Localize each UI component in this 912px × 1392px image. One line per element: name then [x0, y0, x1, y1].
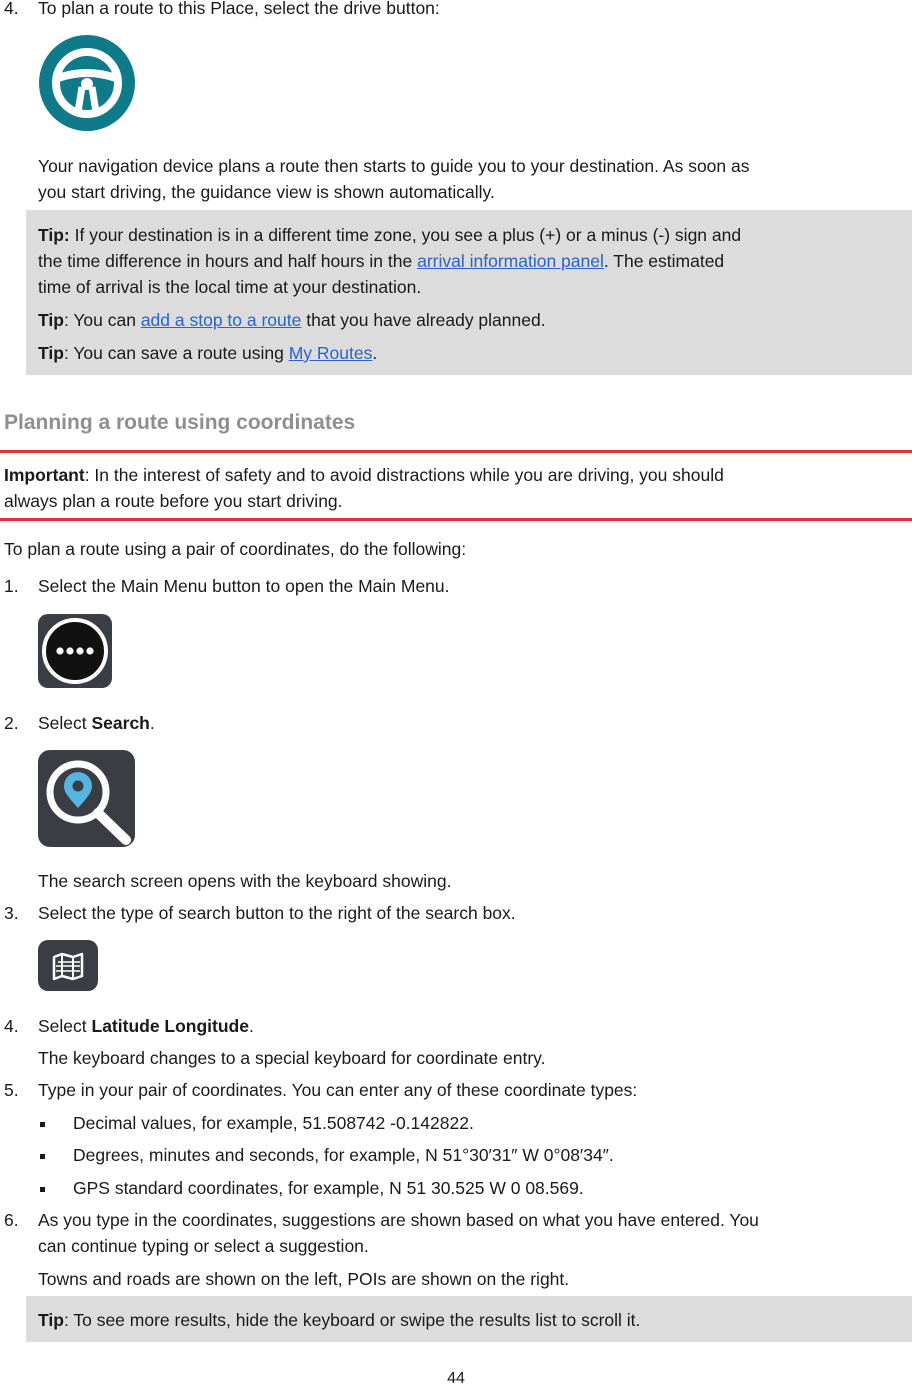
add-a-stop-link[interactable]: add a stop to a route [140, 310, 302, 330]
step-text-part: . [248, 1016, 254, 1036]
tip-text: the time difference in hours and half hours in the [38, 251, 418, 271]
step-text [38, 1013, 898, 1039]
tip-line [38, 340, 882, 366]
important-top-rule [0, 450, 912, 453]
important-text: : In the interest of safety and to avoid distractions while you are driving, you should [84, 465, 724, 485]
bullet-marker [40, 1187, 45, 1192]
step-number: 4. [4, 0, 19, 18]
search-label: Search [91, 713, 150, 733]
tip-text: that you have already planned. [301, 310, 546, 330]
bullet-marker [40, 1154, 45, 1159]
step-text-part: Select [38, 1016, 92, 1036]
paragraph: you start driving, the guidance view is shown automatically. [38, 182, 495, 202]
bullet-item: Decimal values, for example, 51.508742 -0.142822. [73, 1113, 474, 1133]
tip-label: Tip [38, 310, 64, 330]
tip-text: : To see more results, hide the keyboard or swipe the results list to scroll it. [63, 1310, 641, 1330]
paragraph: Your navigation device plans a route then starts to guide you to your destination. As soon as [38, 156, 750, 176]
step-number: 1. [4, 576, 19, 596]
step-number: 5. [4, 1080, 19, 1100]
tip-text: : You can [63, 310, 141, 330]
latitude-longitude-label: Latitude Longitude [91, 1016, 249, 1036]
tip-line [38, 222, 882, 248]
tip-text: . [372, 343, 378, 363]
step-text: Select the type of search button to the right of the search box. [38, 903, 516, 923]
step-text: can continue typing or select a suggestion. [38, 1236, 369, 1256]
step-number: 3. [4, 903, 19, 923]
important-note [4, 462, 882, 488]
important-label: Important [4, 465, 85, 485]
step-note: The keyboard changes to a special keyboard for coordinate entry. [38, 1048, 546, 1068]
tip-line [38, 307, 882, 333]
bullet-item: Degrees, minutes and seconds, for example, N 51°30′31″ W 0°08′34″. [73, 1145, 614, 1165]
step-number: 2. [4, 713, 19, 733]
tip-box [26, 210, 912, 375]
tip-line [38, 1307, 882, 1333]
important-bottom-rule [0, 518, 912, 521]
step-number: 6. [4, 1210, 19, 1230]
bullet-marker [40, 1122, 45, 1127]
step-note: The search screen opens with the keyboard showing. [38, 871, 452, 891]
important-text: always plan a route before you start driving. [4, 491, 343, 511]
tip-text: : You can save a route using [63, 343, 289, 363]
step-note: Towns and roads are shown on the left, POIs are shown on the right. [38, 1269, 570, 1289]
tip-text: . The estimated [603, 251, 725, 271]
search-type-button-icon [38, 940, 98, 991]
step-text [38, 710, 898, 736]
intro-text: To plan a route using a pair of coordinates, do the following: [4, 539, 467, 559]
tip-label: Tip [38, 1310, 64, 1330]
arrival-information-panel-link[interactable]: arrival information panel [417, 251, 604, 271]
step-text: Type in your pair of coordinates. You can enter any of these coordinate types: [38, 1080, 638, 1100]
my-routes-link[interactable]: My Routes [288, 343, 373, 363]
step-text: As you type in the coordinates, suggestions are shown based on what you have entered. You [38, 1210, 759, 1230]
section-heading: Planning a route using coordinates [4, 411, 356, 434]
step-text: Select the Main Menu button to open the Main Menu. [38, 576, 450, 596]
step-text-part: . [149, 713, 155, 733]
main-menu-button-icon [38, 614, 112, 688]
step-text: To plan a route to this Place, select the drive button: [38, 0, 440, 18]
step-text-part: Select [38, 713, 92, 733]
drive-button-icon [38, 34, 136, 132]
tip-line: time of arrival is the local time at your destination. [38, 277, 422, 297]
tip-text: If your destination is in a different time zone, you see a plus (+) or a minus (-) sign and [69, 225, 742, 245]
tip-box [26, 1296, 912, 1342]
search-button-icon [38, 750, 135, 847]
tip-line [38, 248, 882, 274]
bullet-item: GPS standard coordinates, for example, N 51 30.525 W 0 08.569. [73, 1178, 584, 1198]
page-number: 44 [447, 1370, 465, 1387]
tip-label: Tip [38, 343, 64, 363]
step-number: 4. [4, 1016, 19, 1036]
tip-label: Tip: [38, 225, 70, 245]
